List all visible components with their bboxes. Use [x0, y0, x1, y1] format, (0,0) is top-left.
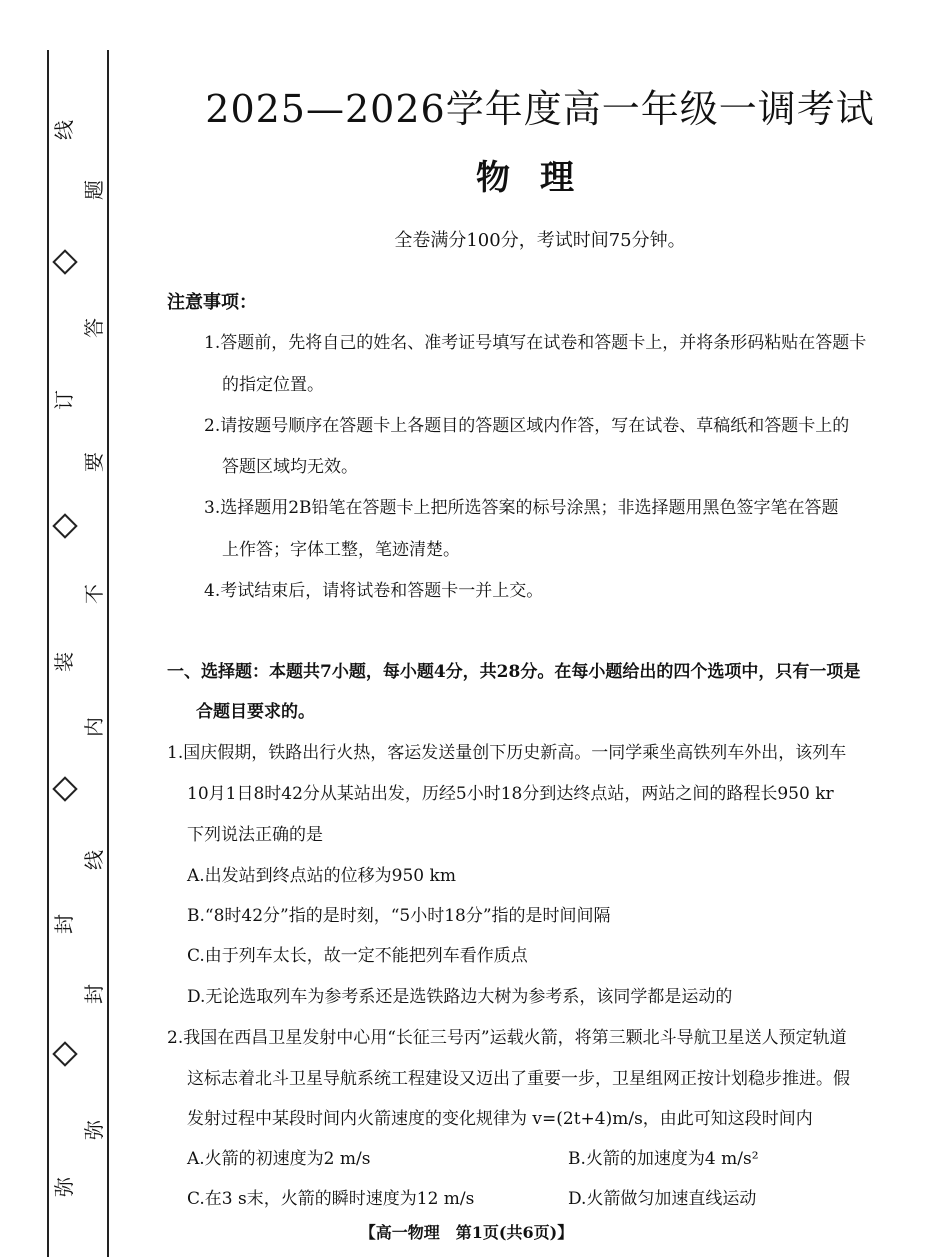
question-1-option-b: B.“8时42分”指的是时刻，“5小时18分”指的是时间间隔 — [187, 906, 611, 926]
diamond-icon — [52, 1041, 77, 1066]
question-2-text: 这标志着北斗卫星导航系统工程建设又迈出了重要一步，卫星组网正按计划稳步推进。假 — [187, 1069, 850, 1089]
binding-char: 封 — [82, 984, 106, 1004]
question-2-option-a: A.火箭的初速度为2 m/s — [187, 1149, 371, 1169]
section-heading: 一、选择题：本题共7小题，每小题4分，共28分。在每小题给出的四个选项中，只有一项是 — [167, 662, 861, 682]
diamond-icon — [52, 513, 77, 538]
binding-char: 不 — [82, 584, 106, 604]
question-2-text: 发射过程中某段时间内火箭速度的变化规律为 v=(2t+4)m/s，由此可知这段时间内 — [187, 1109, 813, 1129]
notice-item: 1.答题前，先将自己的姓名、准考证号填写在试卷和答题卡上，并将条形码粘贴在答题卡 — [204, 333, 867, 353]
binding-line-inner — [107, 50, 109, 1257]
binding-char: 要 — [82, 452, 106, 472]
binding-char: 弥 — [82, 1120, 106, 1140]
binding-char: 题 — [82, 180, 106, 200]
diamond-icon — [52, 249, 77, 274]
question-2-option-d: D.火箭做匀加速直线运动 — [568, 1189, 757, 1209]
binding-char: 弥 — [52, 1177, 76, 1197]
page-footer: 【高一物理 第1页(共6页)】 — [359, 1223, 574, 1242]
section-heading-cont: 合题目要求的。 — [196, 702, 315, 722]
notice-item: 4.考试结束后，请将试卷和答题卡一并上交。 — [204, 581, 544, 601]
binding-char: 答 — [82, 318, 106, 338]
notice-item: 2.请按题号顺序在答题卡上各题目的答题区域内作答，写在试卷、草稿纸和答题卡上的 — [204, 416, 850, 436]
question-1-option-c: C.由于列车太长，故一定不能把列车看作质点 — [187, 946, 528, 966]
question-1-option-d: D.无论选取列车为参考系还是选铁路边大树为参考系，该同学都是运动的 — [187, 987, 733, 1007]
question-2-option-b: B.火箭的加速度为4 m/s² — [568, 1149, 759, 1169]
binding-char: 内 — [82, 717, 106, 737]
notice-item-cont: 的指定位置。 — [222, 375, 324, 395]
exam-info: 全卷满分100分，考试时间75分钟。 — [394, 230, 686, 251]
subject-title: 物理 — [476, 158, 604, 198]
notice-item: 3.选择题用2B铅笔在答题卡上把所选答案的标号涂黑；非选择题用黑色签字笔在答题 — [204, 498, 839, 518]
binding-char: 线 — [52, 120, 76, 140]
question-1-text: 1.国庆假期，铁路出行火热，客运发送量创下历史新高。一同学乘坐高铁列车外出，该列车 — [167, 743, 847, 763]
binding-char: 订 — [52, 390, 76, 410]
binding-line-outer — [47, 50, 49, 1257]
binding-char: 装 — [52, 652, 76, 672]
notice-item-cont: 答题区域均无效。 — [222, 457, 358, 477]
binding-char: 线 — [82, 850, 106, 870]
binding-char: 封 — [52, 914, 76, 934]
question-1-text: 下列说法正确的是 — [187, 825, 323, 845]
question-1-text: 10月1日8时42分从某站出发，历经5小时18分到达终点站，两站之间的路程长950 kr — [187, 784, 834, 804]
diamond-icon — [52, 776, 77, 801]
question-2-text: 2.我国在西昌卫星发射中心用“长征三号丙”运载火箭，将第三颗北斗导航卫星送人预定轨道 — [167, 1028, 847, 1048]
exam-title: 2025—2026学年度高一年级一调考试 — [205, 87, 875, 131]
question-1-option-a: A.出发站到终点站的位移为950 km — [187, 866, 456, 886]
notice-item-cont: 上作答；字体工整，笔迹清楚。 — [222, 540, 460, 560]
notice-heading: 注意事项： — [167, 292, 257, 313]
question-2-option-c: C.在3 s末，火箭的瞬时速度为12 m/s — [187, 1189, 475, 1209]
